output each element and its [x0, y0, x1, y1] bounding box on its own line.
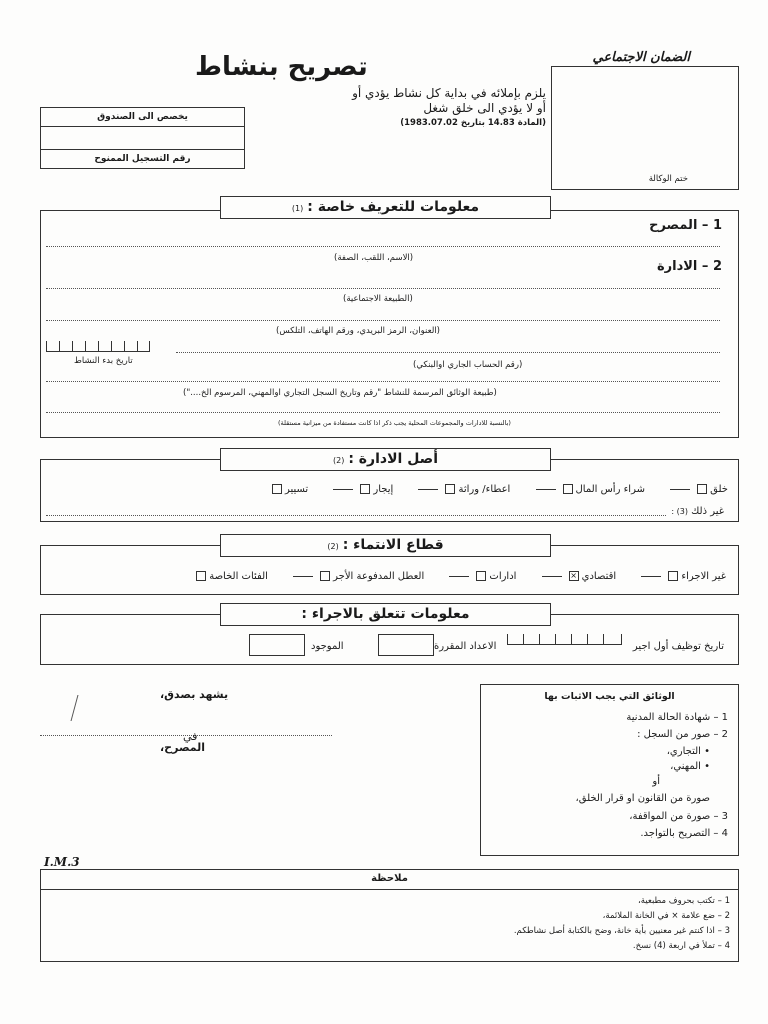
account-line[interactable] — [46, 381, 720, 382]
note-item: 4 – تملأ في اربعة (4) نسخ. — [632, 941, 730, 951]
document-item: أو — [652, 776, 660, 787]
origin-checkbox[interactable] — [272, 484, 282, 494]
sector-option-label: غير الاجراء — [681, 571, 726, 582]
sector-option[interactable] — [538, 571, 617, 582]
note-item: 2 – ضع علامة × في الخانة الملائمة، — [602, 911, 730, 921]
document-item: • التجاري، — [666, 746, 710, 757]
form-code: I.M.3 — [44, 855, 80, 869]
legal-reference: (المادة 14.83 بتاريخ 1983.07.02) — [400, 118, 546, 128]
origin-other-label — [671, 506, 724, 517]
legal-nature-line[interactable] — [46, 320, 720, 321]
planned-count-box[interactable] — [378, 634, 434, 656]
fund-use-label: يخصص الى الصندوق — [41, 108, 244, 127]
sector-option-label: ادارات — [489, 571, 517, 582]
form-title: تصريح بنشاط — [195, 52, 368, 82]
origin-other-line[interactable] — [46, 515, 666, 516]
notes-box — [40, 869, 739, 962]
document-subitem: التجاري، — [666, 746, 701, 757]
identification-title: معلومات للتعريف خاصة : — [307, 199, 480, 215]
sector-checkbox[interactable] — [668, 571, 678, 581]
sector-option-label: الفئات الخاصة — [209, 571, 268, 582]
sector-option-label: اقتصادي — [581, 571, 617, 582]
sector-checkbox[interactable] — [320, 571, 330, 581]
fund-blank-row[interactable] — [41, 127, 244, 150]
public-admin-note: (بالنسبة للادارات والمجموعات المحلية يجب ذكر اذا كانت مستفادة من ميزانية مستقلة) — [278, 419, 511, 427]
origin-option[interactable] — [666, 484, 728, 495]
origin-option[interactable] — [414, 484, 510, 495]
sector-option[interactable] — [193, 571, 268, 582]
origin-option-label: إيجار — [373, 484, 394, 495]
hire-date-label: تاريخ توظيف أول اجير — [632, 641, 724, 652]
sector-option-label: العطل المدفوعة الأجر — [333, 571, 425, 582]
declarant-label: 1 – المصرح — [649, 218, 722, 233]
declarant-signature-label: المصرح، — [160, 741, 206, 754]
address-line[interactable] — [176, 352, 720, 353]
name-caption: (الاسم، اللقب، الصفة) — [334, 253, 414, 263]
origin-option-label: خلق — [710, 484, 728, 495]
start-date-boxes[interactable] — [46, 341, 150, 352]
sector-title: قطاع الانتماء : — [342, 537, 444, 553]
document-item: 3 – صورة من المواقفة، — [629, 811, 728, 822]
origin-option[interactable] — [269, 484, 308, 495]
origin-checkbox[interactable] — [697, 484, 707, 494]
fund-box — [40, 107, 245, 169]
document-item: 1 – شهادة الحالة المدنية — [626, 712, 728, 723]
document-item: 2 – صور من السجل : — [637, 729, 728, 740]
stamp-label: ختم الوكالة — [648, 174, 688, 184]
origin-option-label: شراء رأس المال — [575, 484, 645, 495]
sector-header — [220, 534, 551, 557]
note-item: 3 – اذا كنتم غير معنيين بأية خانة، وضح بالكتابة أصل نشاطكم. — [513, 926, 730, 936]
account-caption: (رقم الحساب الجاري اوالبنكي) — [413, 360, 523, 370]
required-documents-box — [480, 684, 739, 856]
certify-label: يشهد بصدق، — [160, 688, 229, 701]
sector-checkbox[interactable] — [196, 571, 206, 581]
signature-mark — [71, 695, 99, 721]
legal-nature-caption: (الطبيعة الاجتماعية) — [343, 294, 413, 304]
origin-checkbox[interactable] — [563, 484, 573, 494]
origin-other-text: غير ذلك — [691, 506, 724, 517]
intro-line-1: يلزم بإملائه في بداية كل نشاط يؤدي أو — [352, 86, 546, 100]
document-item: • المهني، — [670, 761, 710, 772]
start-date-label: تاريخ بدء النشاط — [74, 356, 133, 366]
hire-date-boxes[interactable] — [507, 634, 622, 645]
identification-header — [220, 196, 551, 219]
registration-number-label: رقم التسجيل الممنوح — [94, 154, 191, 164]
sector-option[interactable] — [637, 571, 726, 582]
sector-checkbox[interactable] — [476, 571, 486, 581]
origin-option[interactable] — [329, 484, 393, 495]
declarant-line[interactable] — [46, 246, 720, 247]
origin-option[interactable] — [532, 484, 645, 495]
identification-section — [40, 210, 739, 438]
sector-options — [175, 571, 726, 582]
document-subitem: المهني، — [670, 761, 701, 772]
notes-title: ملاحظة — [371, 873, 408, 884]
agency-stamp-box — [551, 66, 739, 190]
origin-options — [251, 484, 728, 495]
notes-divider — [41, 889, 738, 890]
intro-line-2: أو لا يؤدي الى خلق شغل — [423, 101, 546, 115]
origin-checkbox[interactable] — [360, 484, 370, 494]
agency-name: الضمان الاجتماعي — [592, 50, 690, 65]
identification-note: (1) — [291, 204, 304, 213]
employees-header — [220, 603, 551, 626]
documents-line[interactable] — [46, 412, 720, 413]
address-caption: (العنوان، الرمز البريدي، ورقم الهاتف، التلكس) — [276, 326, 440, 336]
document-item: 4 – التصريح بالتواجد. — [640, 828, 728, 839]
origin-option-label: اعطاء/ وراثة — [458, 484, 511, 495]
document-item: صورة من القانون او قرار الخلق، — [575, 793, 710, 804]
employees-title: معلومات تتعلق بالاجراء : — [301, 606, 470, 622]
documents-caption: (طبيعة الوثائق المرسمة للنشاط "رقم وتاريخ السجل التجاري اوالمهني، المرسوم الخ....") — [183, 388, 497, 398]
origin-title: أصل الادارة : — [348, 451, 439, 467]
required-documents-title: الوثائق التي يجب الاثبات بها — [544, 691, 675, 702]
origin-checkbox[interactable] — [445, 484, 455, 494]
origin-other-note: (3) : — [671, 507, 688, 516]
at-label: في — [183, 730, 198, 743]
existing-count-box[interactable] — [249, 634, 305, 656]
sector-note: (2) — [327, 542, 339, 551]
sector-option[interactable] — [289, 571, 424, 582]
origin-option-label: تسيير — [284, 484, 309, 495]
origin-note: (2) — [332, 456, 345, 465]
note-item: 1 – تكتب بحروف مطبعية، — [638, 896, 730, 906]
administration-label: 2 – الادارة — [656, 259, 722, 274]
sector-checkbox-checked[interactable]: × — [570, 571, 577, 580]
origin-header — [220, 448, 551, 471]
existing-count-label: الموجود — [311, 641, 344, 652]
sector-option[interactable] — [445, 571, 516, 582]
administration-line[interactable] — [46, 288, 720, 289]
planned-count-label: الاعداد المقررة — [434, 641, 497, 652]
